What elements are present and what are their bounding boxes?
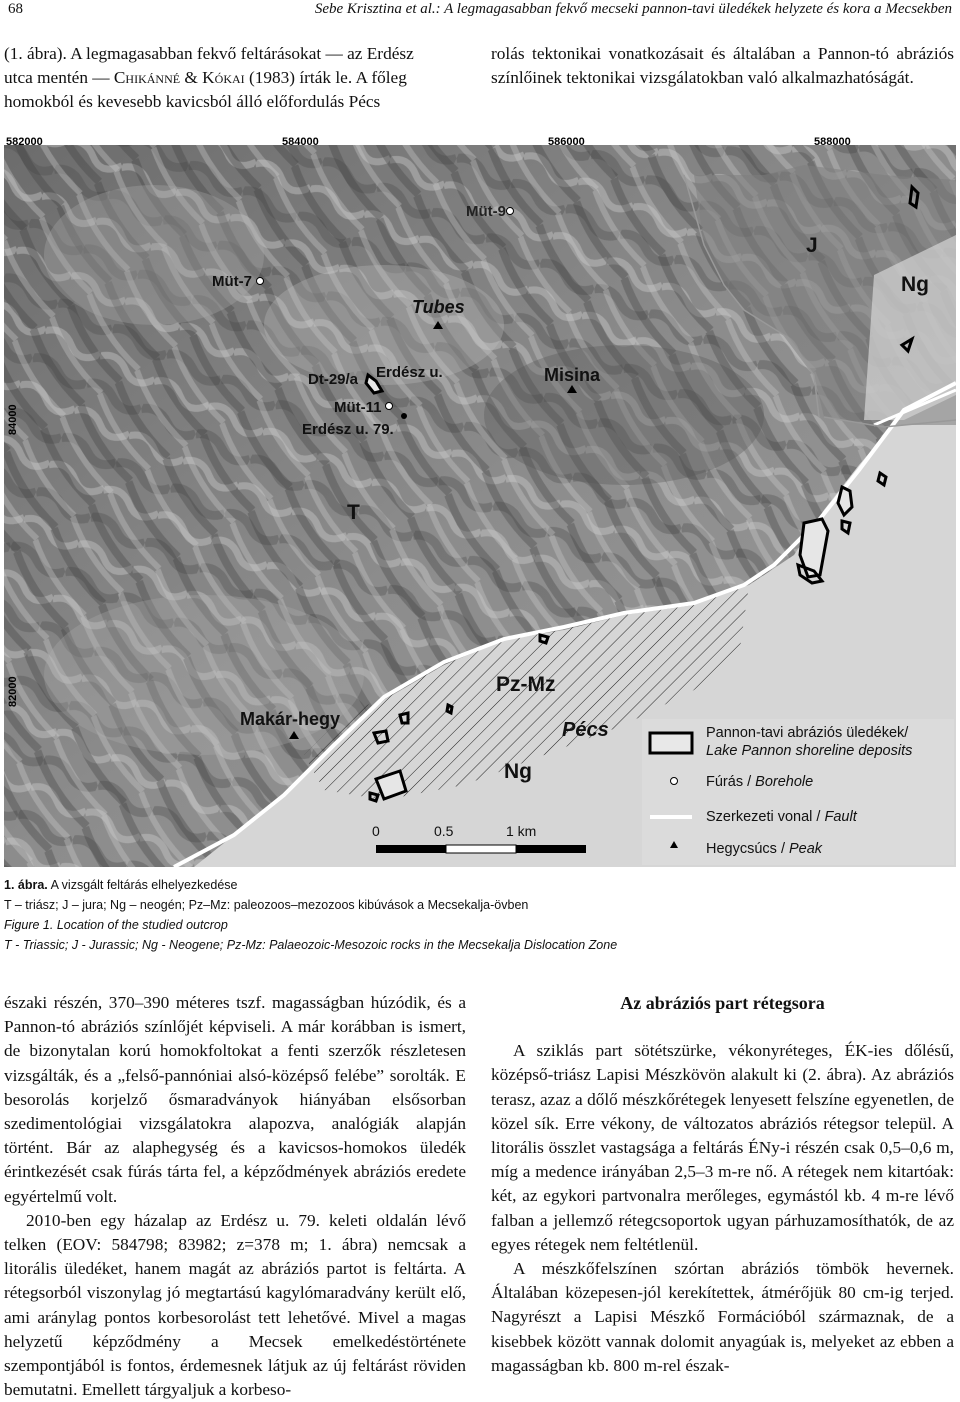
text-line: utca mentén — bbox=[4, 68, 114, 88]
unit-label-ng: Ng bbox=[901, 273, 929, 296]
paragraph: 2010-ben egy házalap az Erdész u. 79. keleti oldalán lévő telken (EOV: 584798; 83982; z=378 m; 1. ábra) nemcsak a litorális üledéket, hanem magát az abráziós partot is feltárta. A rétegsorból viszonylag jó megtartású kagylómaradvány került elő, ami aránylag pontos korbesorolást tett lehetővé. Mivel a magas helyzetű képződmény a Mecsek emelkedéstörténete szempontjából is fontos, érdemesnek látjuk az új feltárást röviden bemutatni. Emellett tárgyaljuk a korbeso- bbox=[4, 1210, 466, 1400]
text-line: (1. ábra). A legmagasabban fekvő feltárásokat — az Erdész bbox=[4, 44, 414, 63]
bottom-right-column bbox=[491, 991, 954, 1378]
figure-legend-hu: T – triász; J – jura; Ng – neogén; Pz–Mz: paleozoos–mezozoos kibúvások a Mecsekalja-övben bbox=[4, 898, 529, 912]
coord-label: 82000 bbox=[7, 676, 19, 707]
coord-label: 586000 bbox=[548, 136, 585, 148]
paragraph: A mészkőfelszínen szórtan abráziós tömbök hevernek. Általában közepesen-jól kerekítettek, átmérőjük 80 cm-ig terjed. Nagyrészt a Lapisi Mészkő Formációból származnak, de a kisebbek között vannak dolomit anyagúak is, melyeket az ebben a magasságban kb. 800 m-rel észak- bbox=[491, 1259, 954, 1375]
place-label-tubes: Tubes bbox=[412, 297, 465, 317]
section-heading: Az abráziós part rétegsora bbox=[620, 993, 825, 1013]
legend-item-fault: Szerkezeti vonal / Fault bbox=[706, 809, 857, 825]
paragraph: A sziklás part sötétszürke, vékonyréteges, ÉK-ies dőlésű, középső-triász Lapisi Mészkövön alakult ki (2. ábra). Az abráziós terasz, azaz a dőlő mészkőrétegek lenyesett felszíne egyenetlen, de közel sík. Erre vékony, de változatos abráziós rétegsor települ. A litorális összlet vastagsága a feltárás ÉNy-i részén csak 0,5–0,6 m, míg a medence irányában 2,5–3 m-re nő. A rétegek nem kitartóak: két, az egykori partvonalra merőleges, egymástól kb. 4 m-re lévő falban a jellemző rétegcsoportok ugyan párhuzamosíthatók, de az egyes rétegek nem feltétlenül. bbox=[491, 1041, 954, 1254]
page-number: 68 bbox=[8, 1, 23, 17]
svg-text:Lake Pannon shoreline deposits: Lake Pannon shoreline deposits bbox=[706, 743, 913, 759]
place-label-misina: Misina bbox=[544, 365, 601, 385]
bottom-left-column bbox=[4, 991, 466, 1402]
unit-label-j: J bbox=[806, 234, 818, 257]
figure-number-en: Figure 1. bbox=[4, 918, 54, 932]
figure-title-en: Location of the studied outcrop bbox=[53, 918, 228, 932]
place-label-mut9: Müt-9 bbox=[466, 203, 506, 220]
place-label-dt29: Dt-29/a bbox=[308, 371, 359, 388]
paragraph: északi részén, 370–390 méteres tszf. magasságban húzódik, és a Pannon-tó abráziós színlőjét képviseli. A már korábban is ismert, de bizonytalan korú homokfoltokat a fenti szerzők részletesen vizsgálták, és a „felső-pannóniai alsó-középső felébe” sorolták. E besorolás korjelző ősmaradványok hiányában elsősorban szedimentológiai vizsgálatokra alapozva, analógiák alapján történt. Bár az alaphegység és a kavicsos-homokos üledék érintkezését csak fúrás tárta fel, a képződmények abráziós eredete egyértelmű volt. bbox=[4, 993, 466, 1206]
svg-text:0: 0 bbox=[372, 823, 380, 839]
coord-label: 588000 bbox=[814, 136, 851, 148]
figure-title-hu: A vizsgált feltárás elhelyezkedése bbox=[47, 878, 238, 892]
top-left-column: (1. ábra). A legmagasabban fekvő feltárásokat — az Erdész utca mentén — Chikánné & Kókai (1983) írták le. A főleg homokból és kevesebb kavicsból álló előfordulás Pécs bbox=[4, 44, 414, 112]
author-name: Kókai bbox=[202, 68, 245, 88]
legend-item-borehole: Fúrás / Borehole bbox=[706, 774, 814, 790]
coord-label: 584000 bbox=[282, 136, 319, 148]
coord-label: 582000 bbox=[6, 136, 43, 148]
page-header bbox=[0, 0, 960, 24]
place-label-pecs: Pécs bbox=[562, 719, 609, 741]
svg-text:1 km: 1 km bbox=[506, 823, 537, 839]
author-name: Chikánné bbox=[113, 68, 181, 88]
svg-text:0.5: 0.5 bbox=[434, 823, 454, 839]
legend-item-deposits: Pannon-tavi abráziós üledékek/ bbox=[706, 725, 909, 741]
figure-caption bbox=[4, 875, 944, 955]
place-label-mut7: Müt-7 bbox=[212, 273, 252, 290]
place-label-makar: Makár-hegy bbox=[240, 709, 341, 729]
running-title: Sebe Krisztina et al.: A legmagasabban fekvő mecseki pannon-tavi üledékek helyzete és kora a Mecsekben bbox=[314, 1, 952, 17]
text-line: homokból és kevesebb kavicsból álló előfordulás Pécs bbox=[4, 92, 381, 112]
figure-legend-en: T - Triassic; J - Jurassic; Ng - Neogene; Pz-Mz: Palaeozoic-Mesozoic rocks in the Mecsekalja Dislocation Zone bbox=[4, 938, 618, 952]
unit-label-pzmz: Pz-Mz bbox=[496, 673, 556, 696]
paragraph: rolás tektonikai vonatkozásait és általában a Pannon-tó abráziós színlőinek tektonikai vizsgálatokban való alkalmazhatóságát. bbox=[491, 44, 954, 88]
map-legend bbox=[642, 719, 954, 865]
unit-label-ng-south: Ng bbox=[504, 760, 532, 783]
figure-number-hu: 1. ábra. bbox=[4, 878, 48, 892]
place-label-erdesz: Erdész u. bbox=[376, 364, 443, 381]
unit-label-t: T bbox=[347, 501, 360, 524]
legend-item-peak: Hegycsúcs / Peak bbox=[706, 841, 823, 857]
place-label-erdesz79: Erdész u. 79. bbox=[302, 421, 394, 438]
coord-label: 84000 bbox=[7, 404, 19, 435]
place-label-mut11: Müt-11 bbox=[334, 399, 382, 416]
location-map bbox=[4, 135, 956, 867]
top-right-column bbox=[491, 42, 954, 90]
